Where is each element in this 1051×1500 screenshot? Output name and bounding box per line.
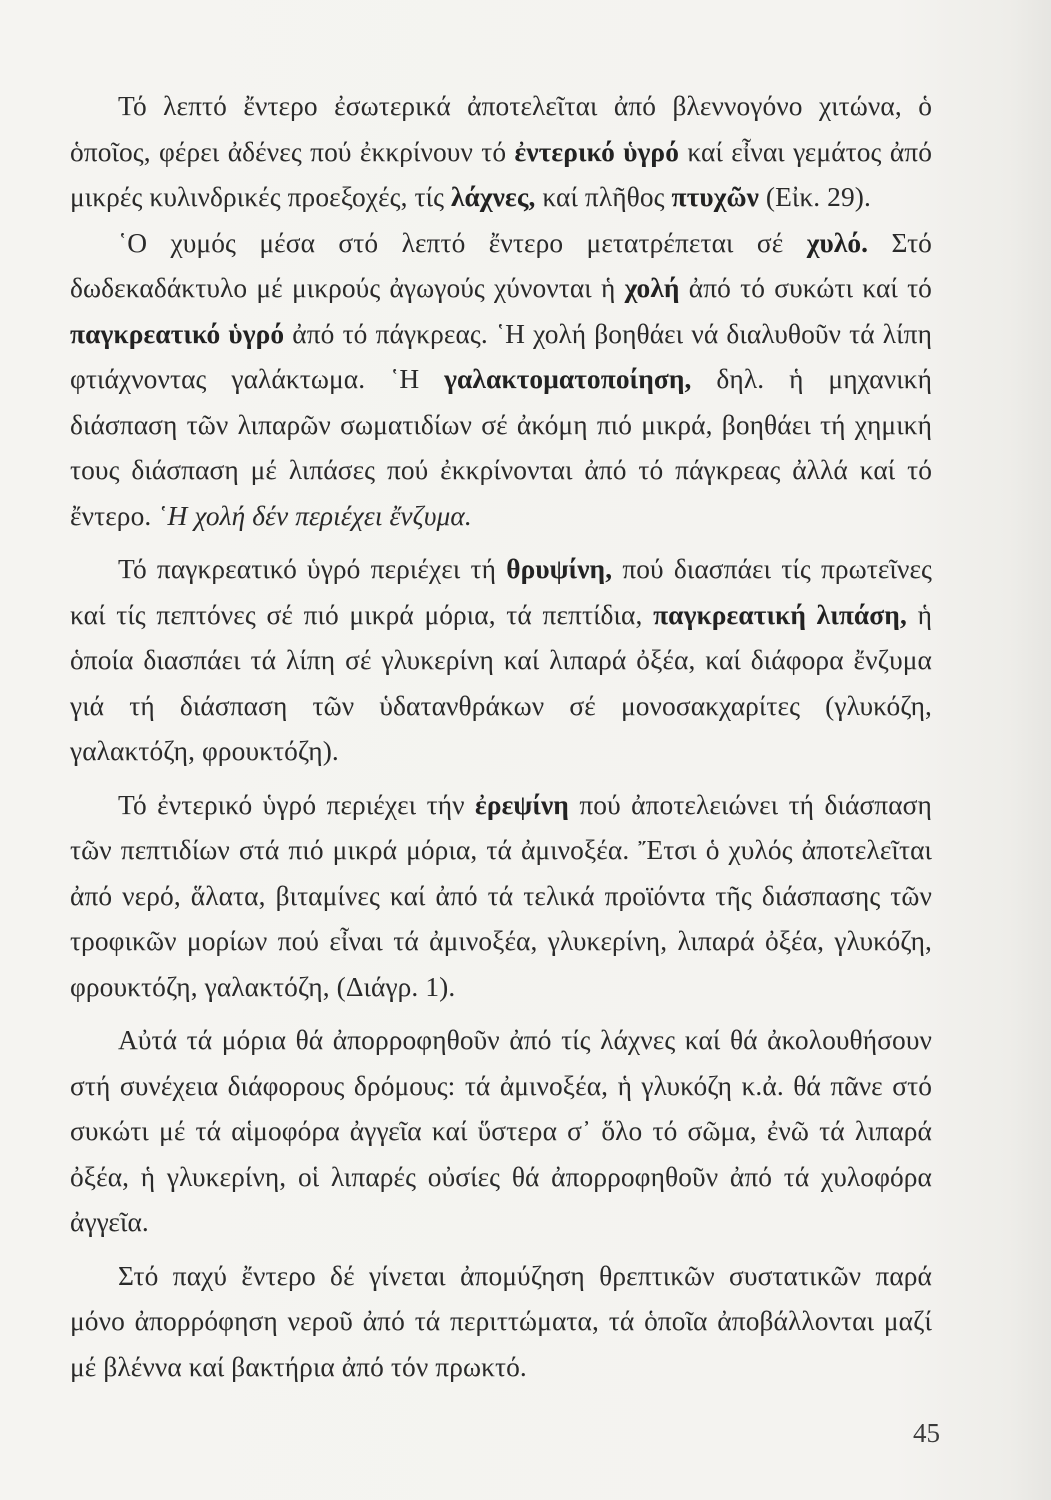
text-run: πού διασπάει τίς πρωτεῖνες καί τίς πεπτόνες σέ πιό μικρά μόρια, τά πεπτίδια, [70,554,932,630]
text-run: Τό παγκρεατικό ὑγρό περιέχει τή [118,554,507,584]
body-text [70,84,932,1390]
text-run: καί πλῆθος [535,182,672,212]
text-run: δηλ. ἡ μηχανική διάσπαση τῶν λιπαρῶν σωματιδίων σέ ἀκόμη πιό μικρά, βοηθάει τή χημική τους διάσπαση μέ λιπάσες πού ἐκκρίνονται ἀπό τό πάγκρεας ἀλλά καί τό ἔντερο. [70,364,933,531]
bold-term: χολή [624,273,680,303]
text-run: (Εἰκ. 29). [758,182,871,212]
bold-term: λάχνες, [450,182,536,212]
paragraph-small-intestine-structure [70,84,932,221]
paragraph-pancreatic-juice [70,547,932,775]
text-run: ἀπό τό συκώτι καί τό [679,273,932,303]
paragraph-large-intestine [70,1254,932,1391]
text-run: Αὐτά τά μόρια θά ἀπορροφηθοῦν ἀπό τίς λάχνες καί θά ἀκολουθήσουν στή συνέχεια διάφορους δρόμους: τά ἀμινοξέα, ἡ γλυκόζη κ.ἀ. θά πᾶνε στό συκώτι μέ τά αἱμοφόρα ἀγγεῖα καί ὕστερα σ᾽ ὅλο τό σῶμα, ἐνῶ τά λιπαρά ὀξέα, ἡ γλυκερίνη, οἱ λιπαρές οὐσίες θά ἀπορροφηθοῦν ἀπό τά χυλοφόρα ἀγγεῖα. [70,1025,932,1237]
text-run: Τό λεπτό ἔντερο ἐσωτερικά ἀποτελεῖται ἀπό βλεννογόνο χιτώνα, ὁ ὁποῖος, φέρει ἀδένες πού ἐκκρίνουν τό [70,91,932,167]
bold-term: χυλό. [806,227,869,258]
text-run: Τό ἐντερικό ὑγρό περιέχει τήν [118,789,476,820]
text-run: Στό παχύ ἔντερο δέ γίνεται ἀπομύζηση θρεπτικῶν συστατικῶν παρά μόνο ἀπορρόφηση νεροῦ ἀπό τά περιττώματα, τά ὁποῖα ἀποβάλλονται μαζί μέ βλέννα καί βακτήρια ἀπό τόν πρωκτό. [70,1260,932,1382]
paragraph-absorption [70,1018,932,1246]
text-run: Στό δωδεκαδάκτυλο μέ μικρούς ἀγωγούς χύνονται ἡ [70,227,932,303]
bold-term: πτυχῶν [671,182,759,212]
bold-term: ἐρεψίνη [475,789,569,820]
text-run: πού ἀποτελειώνει τή διάσπαση τῶν πεπτιδίων στά πιό μικρά μόρια, τά ἀμινοξέα. Ἔτσι ὁ χυλός ἀποτελεῖται ἀπό νερό, ἅλατα, βιταμίνες καί ἀπό τά τελικά προϊόντα τῆς διάσπασης τῶν τροφικῶν μορίων πού εἶναι τά ἀμινοξέα, γλυκερίνη, λιπαρά ὀξέα, γλυκόζη, φρουκτόζη, γαλακτόζη, (Διάγρ. 1). [70,789,932,1002]
italic-note: ῾Η χολή δέν περιέχει ἔνζυμα. [158,500,472,531]
page-number: 45 [913,1418,940,1448]
text-run: καί εἶναι γεμάτος ἀπό μικρές κυλινδρικές προεξοχές, τίς [70,136,933,212]
paragraph-intestinal-juice [70,783,932,1011]
bold-term: παγκρεατική λιπάση, [653,599,907,630]
text-run: ἀπό τό πάγκρεας. ῾Η χολή βοηθάει νά διαλυθοῦν τά λίπη φτιάχνοντας γαλάκτωμα. ῾Η [70,318,932,394]
bold-term: γαλακτοματοποίηση, [444,364,692,394]
bold-term: θρυψίνη, [506,554,613,584]
paragraph-chyme-bile [70,221,932,540]
bold-term: παγκρεατικό ὑγρό [70,318,285,349]
text-run: ῾Ο χυμός μέσα στό λεπτό ἔντερο μετατρέπεται σέ [118,227,807,258]
text-run: ἡ ὁποία διασπάει τά λίπη σέ γλυκερίνη καί λιπαρά ὀξέα, καί διάφορα ἔνζυμα γιά τή διάσπαση τῶν ὑδατανθράκων σέ μονοσακχαρίτες (γλυκόζη, γαλακτόζη, φρουκτόζη). [70,599,932,766]
bold-term: ἐντερικό ὑγρό [514,136,679,167]
